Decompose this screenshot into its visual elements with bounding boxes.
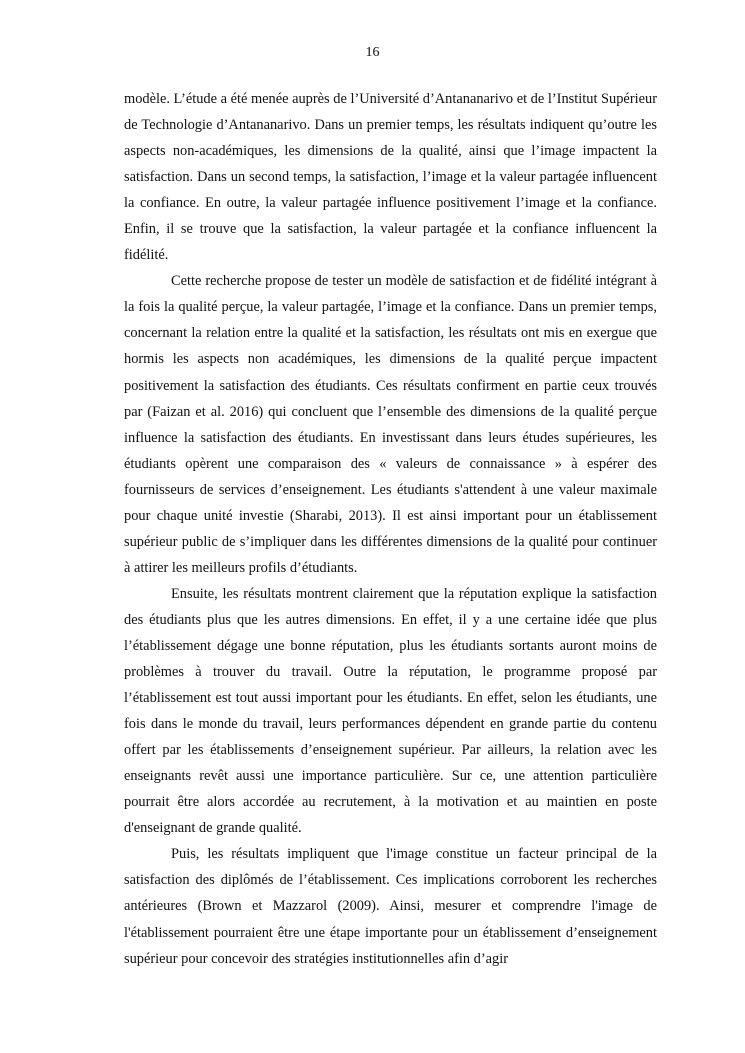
paragraph-continuation: modèle. L’étude a été menée auprès de l’Université d’Antananarivo et de l’Institut Supérieur de Technologie d’Antananarivo. Dans un premier temps, les résultats indiquent qu’outre les aspects non-académiques, les dimensions de la qualité, ainsi que l’image impactent la satisfaction. Dans un second temps, la satisfaction, l’image et la valeur partagée influencent la confiance. En outre, la valeur partagée influence positivement l’image et la confiance. Enfin, il se trouve que la satisfaction, la valeur partagée et la confiance influencent la fidélité. bbox=[124, 91, 657, 264]
paragraph-reputation: Ensuite, les résultats montrent clairement que la réputation explique la satisfaction des étudiants plus que les autres dimensions. En effet, il y a une certaine idée que plus l’établissement dégage une bonne réputation, plus les étudiants sortants auront moins de problèmes à trouver du travail. Outre la réputation, le programme proposé par l’établissement est tout aussi important pour les étudiants. En effet, selon les étudiants, une fois dans le monde du travail, leurs performances dépendent en grande partie du contenu offert par les établissements d’enseignement supérieur. Par ailleurs, la relation avec les enseignants revêt aussi une importance particulière. Sur ce, une attention particulière pourrait être alors accordée au recrutement, à la motivation et au maintien en poste d'enseignant de grande qualité. bbox=[124, 585, 657, 837]
page-number: 16 bbox=[365, 45, 380, 60]
paragraph-image: Puis, les résultats impliquent que l'image constitue un facteur principal de la satisfaction des diplômés de l’établissement. Ces implications corroborent les recherches antérieures (Brown et Mazzarol (2009). Ainsi, mesurer et comprendre l'image de l'établissement pourraient être une étape importante pour un établissement d’enseignement supérieur pour concevoir des stratégies institutionnelles afin d’agir bbox=[124, 846, 657, 967]
paragraph-research-model: Cette recherche propose de tester un modèle de satisfaction et de fidélité intégrant à la fois la qualité perçue, la valeur partagée, l’image et la confiance. Dans un premier temps, concernant la relation entre la qualité et la satisfaction, les résultats ont mis en exergue que hormis les aspects non académiques, les dimensions de la qualité perçue impactent positivement la satisfaction des étudiants. Ces résultats confirment en partie ceux trouvés par (Faizan et al. 2016) qui concluent que l’ensemble des dimensions de la qualité perçue influence la satisfaction des étudiants. En investissant dans leurs études supérieures, les étudiants opèrent une comparaison des « valeurs de connaissance » à espérer des fournisseurs de services d’enseignement. Les étudiants s'attendent à une valeur maximale pour chaque unité investie (Sharabi, 2013). Il est ainsi important pour un établissement supérieur public de s’impliquer dans les différentes dimensions de la qualité pour continuer à attirer les meilleurs profils d’étudiants. bbox=[124, 273, 657, 576]
body-text bbox=[124, 86, 657, 972]
